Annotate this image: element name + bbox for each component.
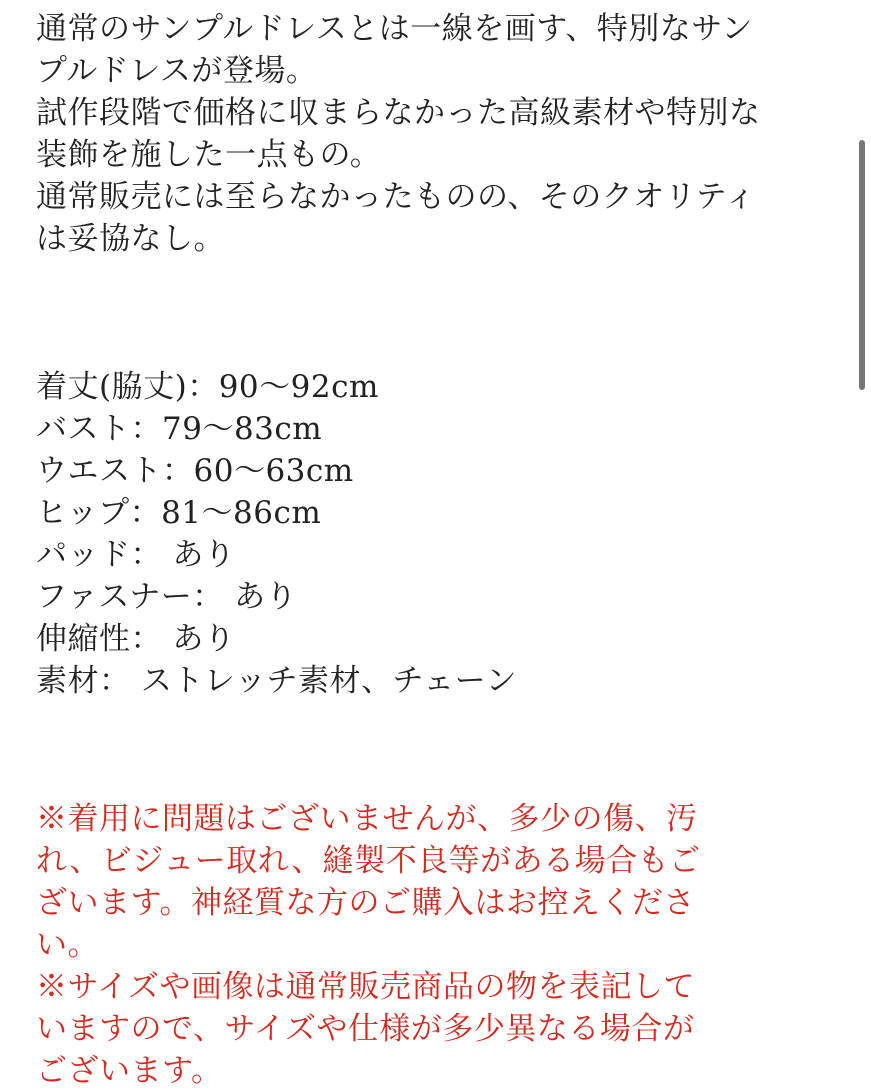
spec-hip: ヒップ：81〜86cm (36, 495, 322, 531)
description-line: 試作段階で価格に収まらなかった高級素材や特別な (36, 95, 761, 131)
section-spacer (36, 260, 836, 366)
description-line: は妥協なし。 (36, 221, 225, 257)
specs-section (36, 366, 836, 702)
description-line: 通常販売には至らなかったものの、そのクオリティ (36, 179, 757, 215)
notice-line: ございます。 (36, 1053, 223, 1089)
notice-line: いますので、サイズや仕様が多少異なる場合が (36, 1011, 695, 1047)
spec-pad: パッド： あり (36, 537, 236, 573)
spec-waist: ウエスト：60〜63cm (36, 453, 354, 489)
description-line: 装飾を施した一点もの。 (36, 137, 382, 173)
notice-section (36, 798, 836, 1092)
spec-material: 素材： ストレッチ素材、チェーン (36, 663, 517, 699)
notice-line: い。 (36, 927, 99, 963)
notice-line: ざいます。神経質な方のご購入はお控えくださ (36, 885, 696, 921)
document-body (36, 8, 836, 1092)
notice-line: ※着用に問題はございませんが、多少の傷、汚 (36, 801, 698, 837)
spec-length: 着丈(脇丈)：90〜92cm (36, 369, 379, 405)
description-section (36, 8, 836, 260)
spec-stretch: 伸縮性： あり (36, 621, 236, 657)
spec-bust: バスト：79〜83cm (36, 411, 323, 447)
description-line: プルドレスが登場。 (36, 53, 318, 89)
spec-zipper: ファスナー： あり (36, 579, 298, 615)
notice-line: ※サイズや画像は通常販売商品の物を表記して (36, 969, 696, 1005)
vertical-scrollbar[interactable] (859, 140, 865, 390)
notice-line: れ、ビジュー取れ、縫製不良等がある場合もご (36, 843, 701, 879)
description-line: 通常のサンプルドレスとは一線を画す、特別なサン (36, 11, 753, 47)
section-spacer (36, 702, 836, 798)
